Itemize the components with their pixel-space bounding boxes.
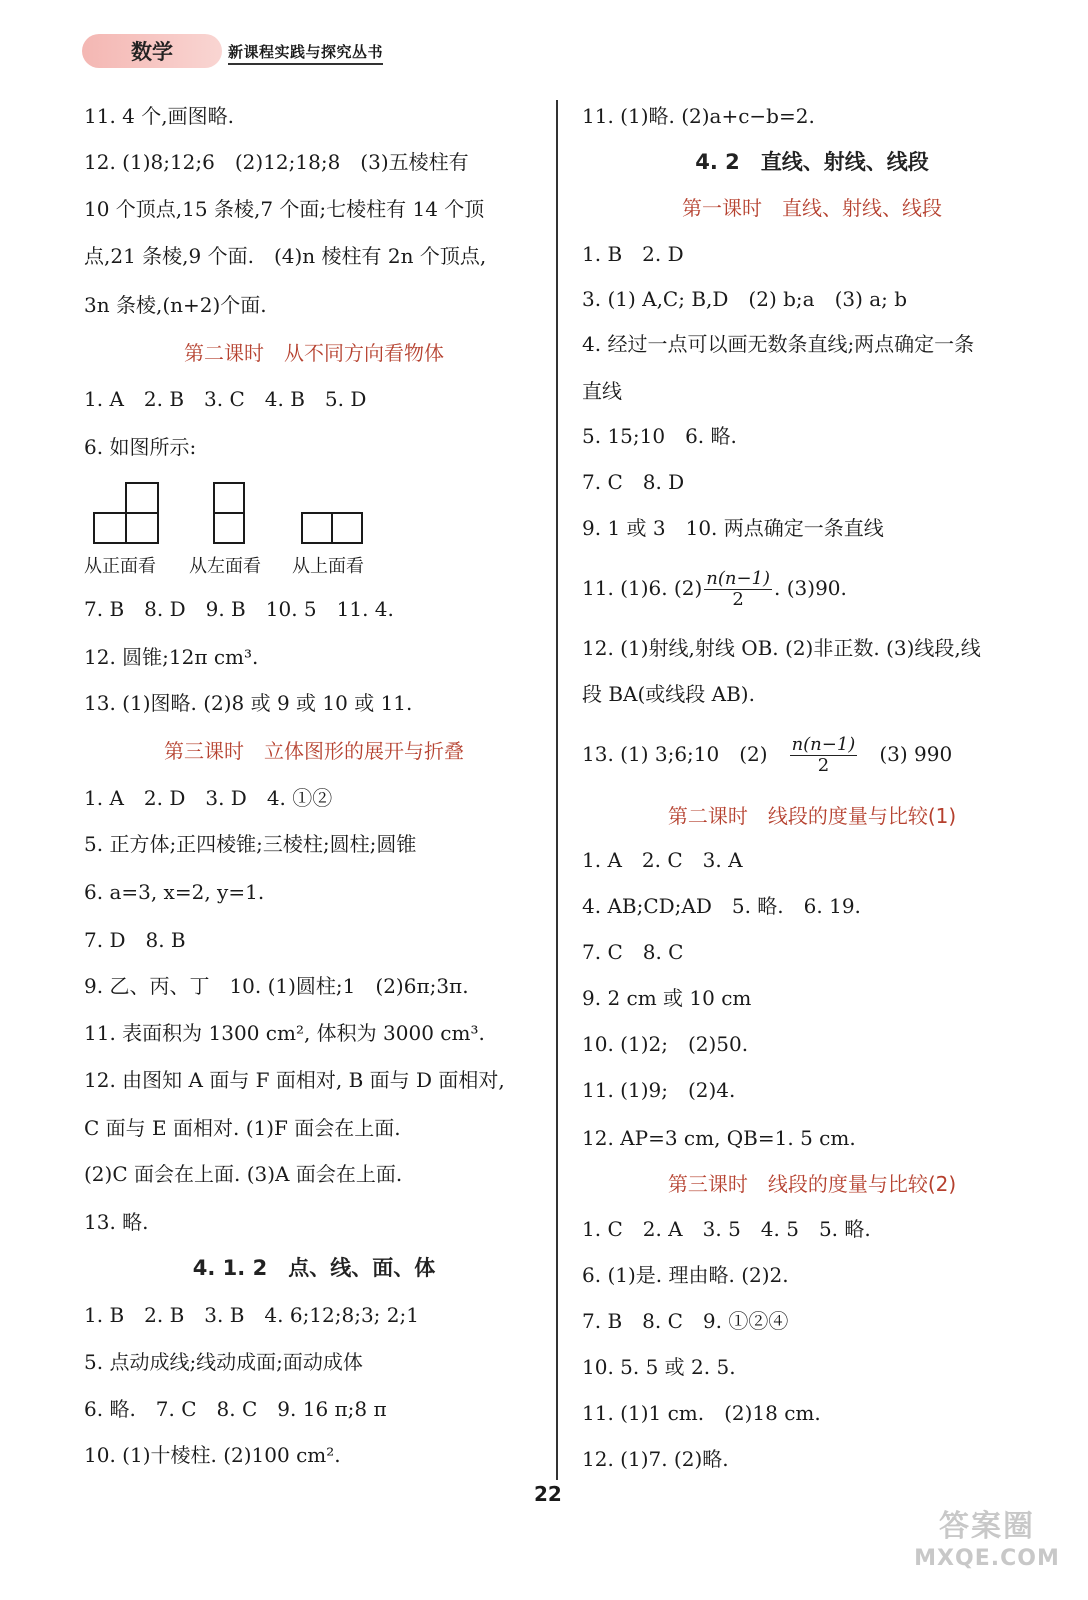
- answer-line: 10. 5. 5 或 2. 5.: [582, 1355, 736, 1379]
- answer-line: (2)C 面会在上面. (3)A 面会在上面.: [84, 1162, 403, 1186]
- section-heading: 第二课时 线段的度量与比较(1): [667, 804, 957, 828]
- answer-text: . (3)90.: [774, 576, 847, 600]
- front-view-cell: [94, 513, 126, 543]
- answer-line-with-fraction: [582, 566, 847, 610]
- three-view-figure: [84, 480, 384, 580]
- answer-line: 11. (1)略. (2)a+c−b=2.: [582, 104, 815, 128]
- answer-line: 7. D 8. B: [84, 928, 186, 952]
- answer-line: 13. (1)图略. (2)8 或 9 或 10 或 11.: [84, 691, 413, 715]
- answer-line: 7. C 8. C: [582, 940, 684, 964]
- section-heading: 第三课时 立体图形的展开与折叠: [164, 739, 464, 763]
- section-heading: 第三课时 线段的度量与比较(2): [667, 1172, 957, 1196]
- answer-line-with-fraction: [582, 732, 952, 776]
- answer-line: 10 个顶点,15 条棱,7 个面;七棱柱有 14 个顶: [84, 197, 485, 221]
- watermark-url: MXQE.COM: [914, 1546, 1060, 1571]
- answer-line: 12. 圆锥;12π cm³.: [84, 645, 259, 669]
- page-header: [82, 34, 402, 70]
- answer-line: 10. (1)2; (2)50.: [582, 1032, 749, 1056]
- answer-line: 12. (1)7. (2)略.: [582, 1447, 729, 1471]
- answer-line: 6. 略. 7. C 8. C 9. 16 π;8 π: [84, 1397, 387, 1421]
- answer-line: 1. A 2. D 3. D 4. ①②: [84, 786, 333, 810]
- front-view-cell: [126, 513, 158, 543]
- answer-line: 4. AB;CD;AD 5. 略. 6. 19.: [582, 894, 861, 918]
- answer-line: 4. 经过一点可以画无数条直线;两点确定一条: [582, 332, 975, 356]
- section-heading: 第二课时 从不同方向看物体: [184, 341, 444, 365]
- answer-line: 3. (1) A,C; B,D (2) b;a (3) a; b: [582, 287, 908, 311]
- fraction-numerator: n(n−1): [706, 568, 771, 589]
- answer-line: 13. 略.: [84, 1210, 149, 1234]
- top-view-caption: 从上面看: [292, 556, 364, 577]
- answer-line: 10. (1)十棱柱. (2)100 cm².: [84, 1443, 341, 1467]
- answer-line: 12. AP=3 cm, QB=1. 5 cm.: [582, 1126, 856, 1150]
- answer-line: 1. A 2. B 3. C 4. B 5. D: [84, 387, 367, 411]
- series-title: 新课程实践与探究丛书: [228, 41, 383, 65]
- page-number: 22: [534, 1482, 562, 1506]
- view-drawings: [84, 480, 384, 550]
- answer-line: 12. 由图知 A 面与 F 面相对, B 面与 D 面相对,: [84, 1068, 505, 1092]
- site-watermark: [912, 1508, 1062, 1578]
- answer-line: 12. (1)8;12;6 (2)12;18;8 (3)五棱柱有: [84, 150, 469, 174]
- fraction-numerator: n(n−1): [791, 734, 856, 755]
- answer-line: 9. 2 cm 或 10 cm: [582, 986, 752, 1010]
- answer-line: 6. 如图所示:: [84, 435, 197, 459]
- answer-line: 9. 1 或 3 10. 两点确定一条直线: [582, 516, 884, 540]
- answer-text: 11. (1)6. (2): [582, 576, 703, 600]
- answer-line: 1. B 2. B 3. B 4. 6;12;8;3; 2;1: [84, 1303, 419, 1327]
- answer-line: 1. A 2. C 3. A: [582, 848, 743, 872]
- fraction-denominator: 2: [817, 755, 830, 776]
- answer-line: 7. C 8. D: [582, 470, 685, 494]
- answer-text: 13. (1) 3;6;10 (2): [582, 742, 768, 766]
- answer-line: 点,21 条棱,9 个面. (4)n 棱柱有 2n 个顶点,: [84, 244, 487, 268]
- answer-line: 1. C 2. A 3. 5 4. 5 5. 略.: [582, 1217, 871, 1241]
- answer-line: 段 BA(或线段 AB).: [582, 682, 755, 706]
- answer-line: 11. (1)9; (2)4.: [582, 1078, 736, 1102]
- left-view-caption: 从左面看: [189, 556, 261, 577]
- fraction-denominator: 2: [732, 589, 744, 610]
- fraction: [704, 569, 772, 610]
- answer-line: 5. 正方体;正四棱锥;三棱柱;圆柱;圆锥: [84, 832, 417, 856]
- answer-line: 6. (1)是. 理由略. (2)2.: [582, 1263, 789, 1287]
- top-view-cell: [302, 513, 332, 543]
- answer-line: 11. (1)1 cm. (2)18 cm.: [582, 1401, 821, 1425]
- subject-badge: 数学: [82, 34, 222, 68]
- answer-line: 1. B 2. D: [582, 242, 684, 266]
- chapter-heading: 4. 2 直线、射线、线段: [695, 150, 929, 174]
- answer-line: 6. a=3, x=2, y=1.: [84, 880, 265, 904]
- answer-line: C 面与 E 面相对. (1)F 面会在上面.: [84, 1116, 401, 1140]
- answer-line: 12. (1)射线,射线 OB. (2)非正数. (3)线段,线: [582, 636, 981, 660]
- column-divider: [556, 100, 558, 1480]
- answer-line: 7. B 8. D 9. B 10. 5 11. 4.: [84, 597, 394, 621]
- answer-text: (3) 990: [879, 742, 953, 766]
- chapter-heading: 4. 1. 2 点、线、面、体: [192, 1256, 436, 1280]
- answer-line: 3n 条棱,(n+2)个面.: [84, 293, 267, 317]
- left-view-cell: [214, 513, 244, 543]
- answer-line: 5. 15;10 6. 略.: [582, 424, 737, 448]
- watermark-logo-text: 答案圈: [939, 1509, 1035, 1544]
- front-view-cell: [126, 483, 158, 513]
- section-heading: 第一课时 直线、射线、线段: [682, 196, 942, 220]
- front-view-caption: 从正面看: [84, 556, 156, 577]
- left-view-cell: [214, 483, 244, 513]
- answer-line: 9. 乙、丙、丁 10. (1)圆柱;1 (2)6π;3π.: [84, 974, 469, 998]
- answer-line: 11. 4 个,画图略.: [84, 104, 234, 128]
- answer-line: 7. B 8. C 9. ①②④: [582, 1309, 789, 1333]
- fraction: [790, 735, 858, 776]
- answer-line: 5. 点动成线;线动成面;面动成体: [84, 1350, 363, 1374]
- top-view-cell: [332, 513, 362, 543]
- answer-line: 直线: [582, 379, 622, 403]
- answer-line: 11. 表面积为 1300 cm², 体积为 3000 cm³.: [84, 1021, 485, 1045]
